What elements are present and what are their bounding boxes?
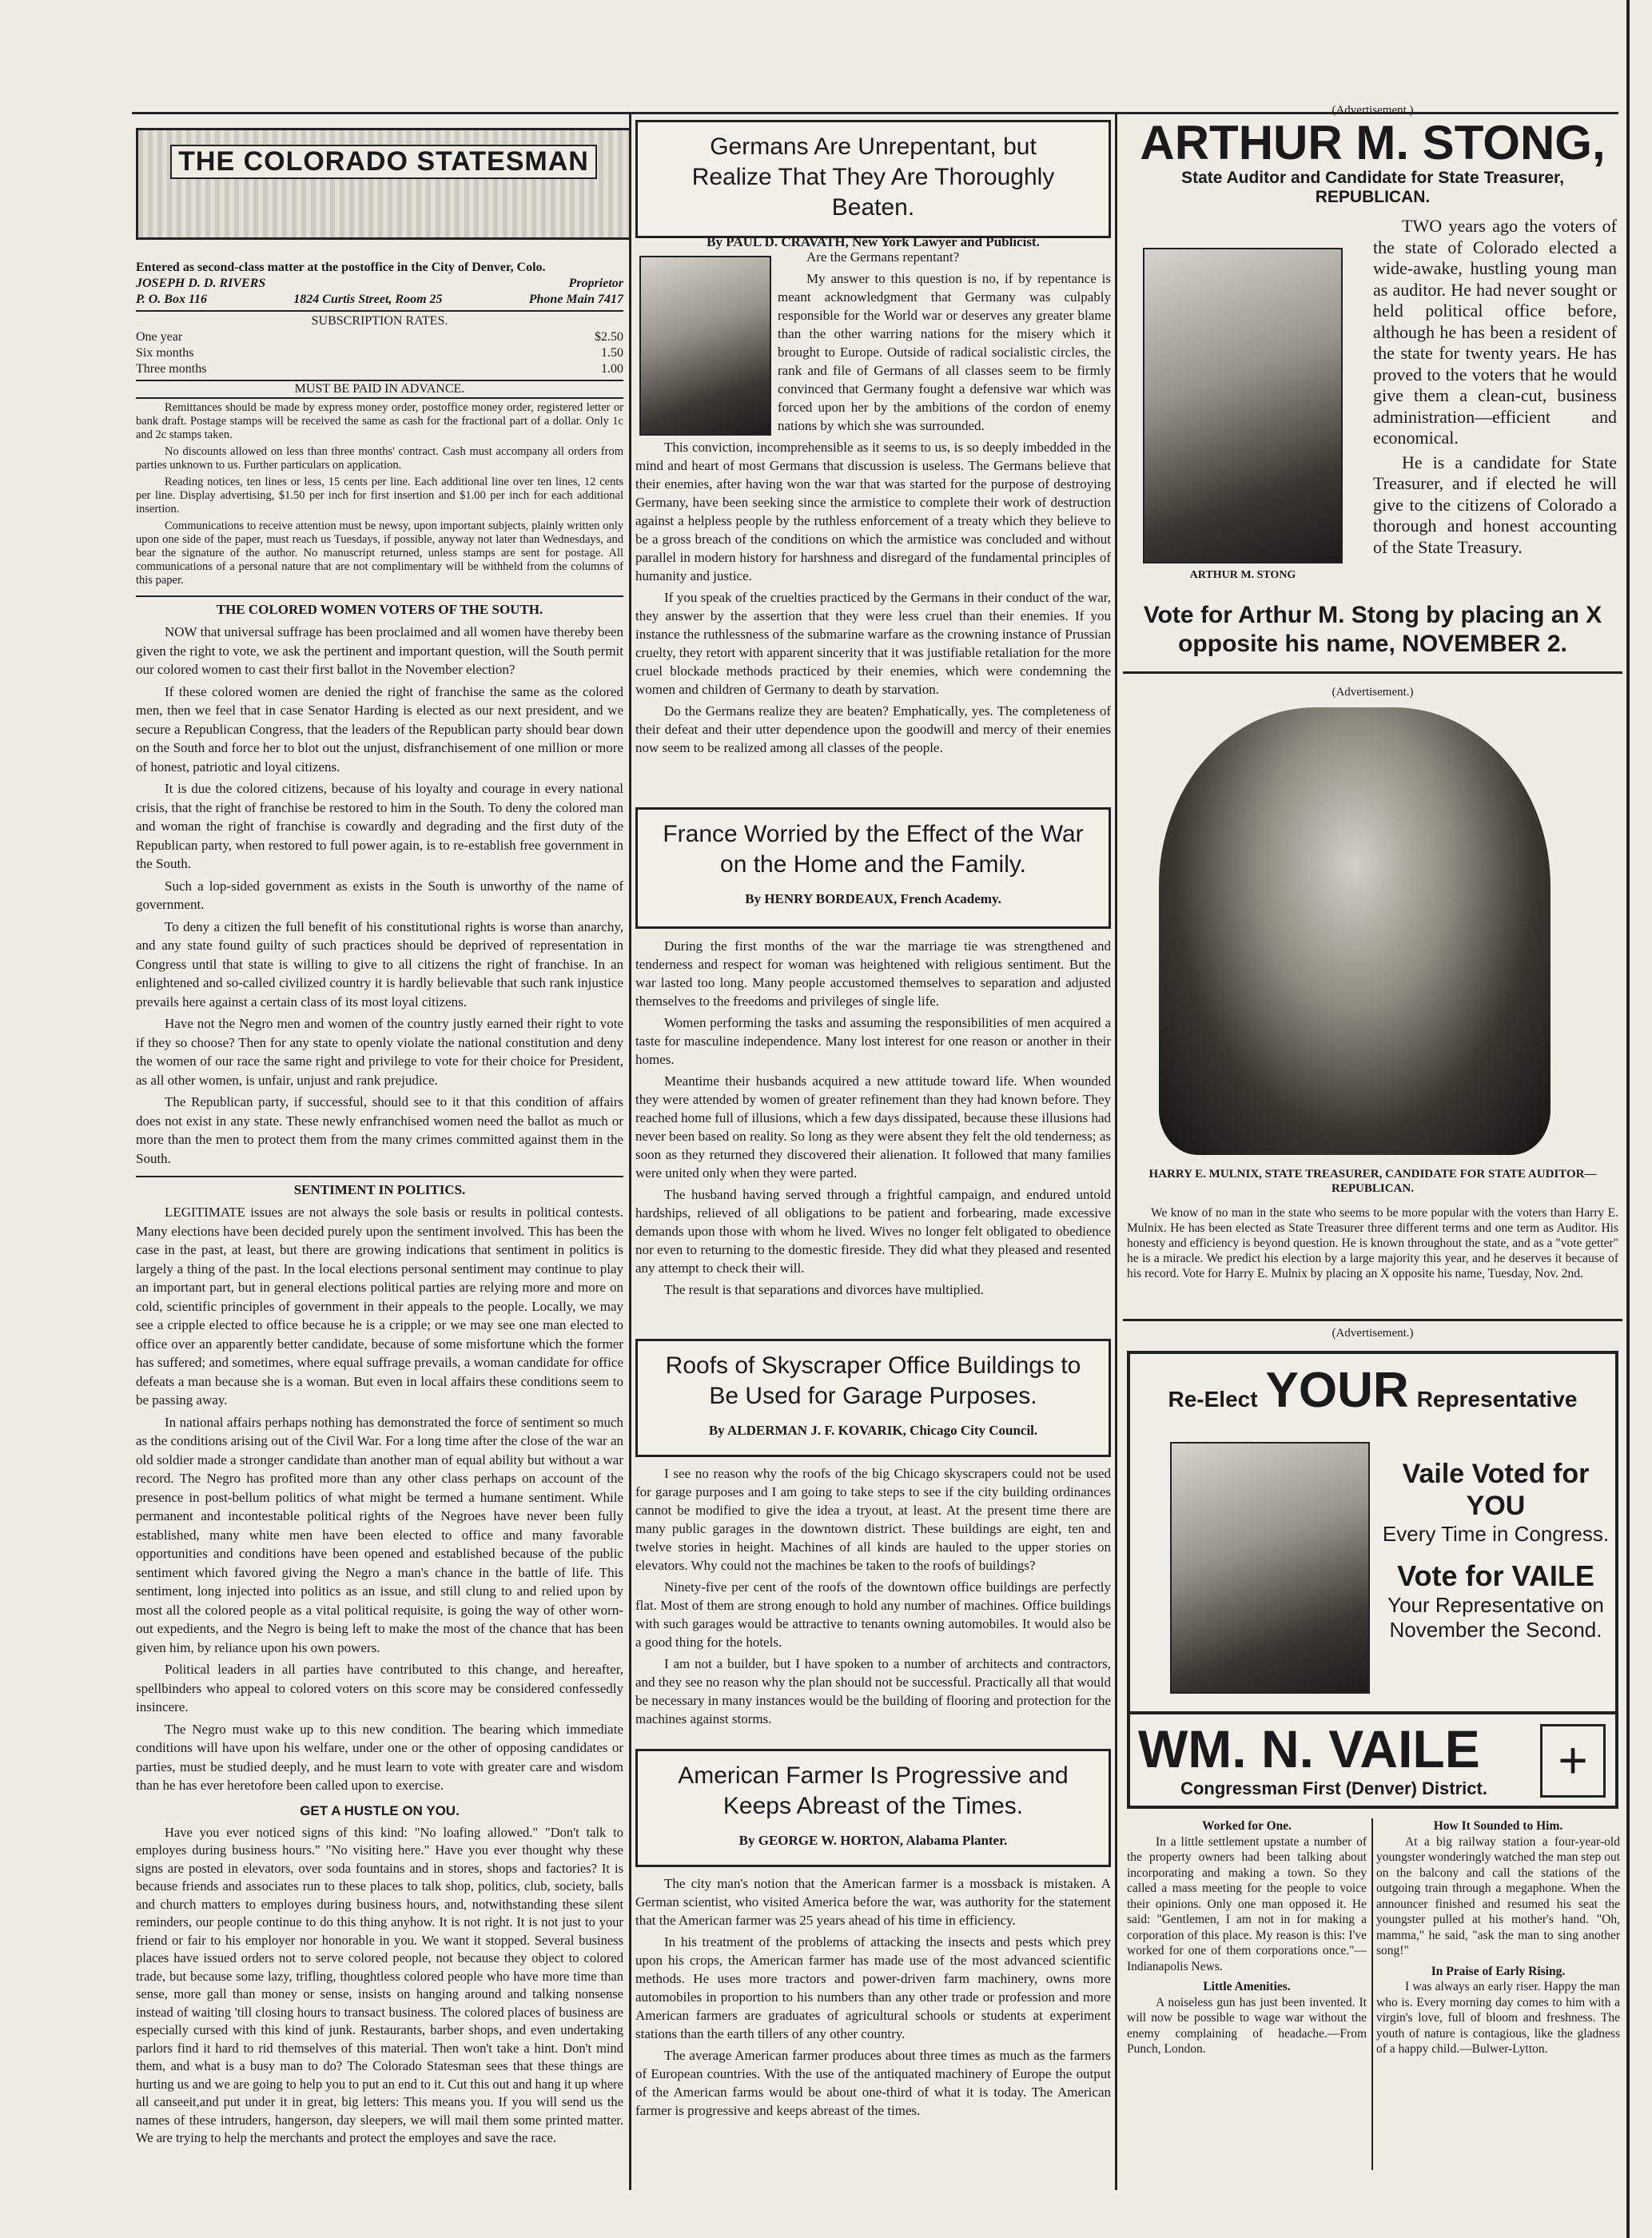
article-germans-body bbox=[635, 248, 1111, 791]
subscription-head: SUBSCRIPTION RATES. bbox=[136, 310, 623, 329]
short2-head: Little Amenities. bbox=[1203, 1980, 1291, 1993]
short1-head: Worked for One. bbox=[1201, 1819, 1292, 1833]
paragraph: This conviction, incomprehensible as it seems to us, is so deeply imbedded in the mind and heart of most Germans that discussion is useless. The Germans believe that their enemies, after having won the war that was started for the purpose of destroying Germany, have been seeking since the armistice to complete their work of destruction against a helpless people by the ruthless enforcement of a treaty which they believe to be a gross breach of the conditions on which the armistice was concluded and without parallel in modern history for harshness and disregard of the fundamental principles of humanity and justice. bbox=[635, 440, 1111, 583]
paragraph: Meantime their husbands acquired a new attitude toward life. When wounded they were attended by women of greater refinement than they had known before. They reached home full of illusions, which a few days dissipated, because these illusions had never been based on reality. So long as they were absent they felt the old tenderness; as soon as they returned they discovered their alienation. It followed that many families were united only when they were parted. bbox=[635, 1073, 1111, 1181]
article-roofs-byline: By ALDERMAN J. F. KOVARIK, Chicago City Council. bbox=[708, 1423, 1038, 1438]
paragraph: To deny a citizen the full benefit of his constitutional rights is worse than anarchy, and any state found guilty of such practices should be deprived of representation in Congress until that state is willing to give to all citizens the right of franchise. In an enlightened and so-called civilized country it is hardly believable that such rank injustice prevails here against a certain class of its most loyal citizens. bbox=[136, 918, 623, 1009]
article-germans-header bbox=[635, 120, 1111, 249]
paragraph: Such a lop-sided government as exists in the South is unworthy of the name of government. bbox=[136, 878, 623, 912]
paragraph: Communications to receive attention must be newsy, upon important subjects, plainly written only upon one side of the paper, must reach us Tuesdays, if possible, anyway not later than Wednesdays, and bear the signature of the author. No manuscript returned, unless stamps are sent for postage. All communications of a personal nature that are not complimentary will be withheld from the columns of this paper. bbox=[136, 520, 623, 587]
vaile-sub: Congressman First (Denver) District. bbox=[1180, 1778, 1487, 1798]
article-france-header bbox=[635, 807, 1111, 929]
short4-head: In Praise of Early Rising. bbox=[1431, 1964, 1566, 1978]
mulnix-caption: HARRY E. MULNIX, STATE TREASURER, CANDIDATE FOR STATE AUDITOR—REPUBLICAN. bbox=[1148, 1168, 1597, 1195]
right-rule-1 bbox=[1123, 671, 1622, 674]
po-box: P. O. Box 116 bbox=[136, 293, 208, 306]
article-women-voters-title: THE COLORED WOMEN VOTERS OF THE SOUTH. bbox=[136, 595, 623, 618]
stong-photo bbox=[1143, 248, 1343, 563]
vaile-top-right: Representative bbox=[1416, 1387, 1578, 1412]
phone: Phone Main 7417 bbox=[528, 293, 623, 306]
vaile-top-big: YOUR bbox=[1265, 1363, 1409, 1418]
article-farmer-byline: By GEORGE W. HORTON, Alabama Planter. bbox=[738, 1833, 1008, 1848]
proprietor-line bbox=[136, 276, 623, 292]
proprietor-label: Proprietor bbox=[568, 277, 623, 290]
article-roofs-header bbox=[635, 1339, 1111, 1457]
stong-body bbox=[1373, 216, 1617, 607]
paragraph: The husband having served through a frightful campaign, and endured untold hardships, relieved of all obligations to be patient and forbearing, made excessive demands upon those with whom he lived. Wives no longer felt obligated to obedience nor even to returning to the domestic fireside. They did what they pleased and resented any attempt to check their will. bbox=[635, 1187, 1111, 1276]
article-farmer-title: American Farmer Is Progressive and Keeps Abreast of the Times. bbox=[678, 1762, 1069, 1819]
paragraph: I see no reason why the roofs of the big Chicago skyscrapers could not be used for garage purposes and I am going to take steps to see if the city building ordinances cannot be modified to give the idea a tryout, at least. At the present time there are many public garages in the downtown district. These buildings are eight, ten and twelve stories in height. Machines of all kinds are hauled to the upper stories on elevators. Why could not the machines be taken to the roofs of buildings? bbox=[635, 1466, 1111, 1573]
vaile-line1: Vaile Voted for YOU bbox=[1402, 1459, 1590, 1521]
address-line bbox=[136, 292, 623, 308]
paragraph: NOW that universal suffrage has been proclaimed and all women have thereby been given the right to vote, we ask the pertinent and important question, will the South permit our colored women to cast their first ballot in the November election? bbox=[136, 624, 623, 677]
article-france-byline: By HENRY BORDEAUX, French Academy. bbox=[745, 891, 1001, 906]
paragraph: The city man's notion that the American farmer is a mossback is mistaken. A German scientist, who visited America before the war, was authority for the statement that the American farmer was 25 years ahead of his time in efficiency. bbox=[635, 1876, 1111, 1928]
short4-text: I was always an early riser. Happy the man who is. Every morning day comes to him with a virgin's love, full of bloom and freshness. The youth of nature is contagious, like the gladness of a happy child.—Bulwer-Lytton. bbox=[1376, 1980, 1620, 2056]
paragraph: It is due the colored citizens, because of his loyalty and courage in every national crisis, that the right of franchise be restored to him in the South. To deny the colored man and woman the right of franchise is cowardly and degrading and the first duty of the Republican party, when restored to full power again, is to re-establish free government in the South. bbox=[136, 781, 623, 871]
paragraph: During the first months of the war the marriage tie was strengthened and tenderness and respect for woman was heightened with religious sentiment. But the war lasted too long. Many people accustomed themselves to separation and adjusted themselves to the freedoms and privileges of single life. bbox=[635, 938, 1111, 1009]
mulnix-text: We know of no man in the state who seems to be more popular with the voters than Harry E. Mulnix. He has been elected as State Treasurer three different terms and one term as Auditor. His honesty and efficiency is beyond question. He is known throughout the state, and as a "vote getter" he is a miracle. We predict his election by a large majority this year, and he deserves it because of his record. Vote for Harry E. Mulnix by placing an X opposite his name, Tuesday, Nov. 2nd. bbox=[1127, 1206, 1618, 1280]
vaile-line4: Your Representative on November the Second. bbox=[1387, 1593, 1604, 1642]
vaile-right-text bbox=[1378, 1458, 1614, 1643]
article-roofs-title: Roofs of Skyscraper Office Buildings to Be Used for Garage Purposes. bbox=[665, 1352, 1081, 1409]
stong-vote: Vote for Arthur M. Stong by placing an X opposite his name, NOVEMBER 2. bbox=[1143, 602, 1602, 657]
paragraph: I am not a builder, but I have spoken to a number of architects and contractors, and they see no reason why the plan should not be successful. Practically all that would be necessary in many instances would be the building of flooring and protection for the machines against storms. bbox=[635, 1656, 1111, 1726]
paragraph: Political leaders in all parties have contributed to this change, and hereafter, spellbinders who appeal to colored voters on this score may be considered confessedly insincere. bbox=[136, 1662, 623, 1714]
stong-photo-caption: ARTHUR M. STONG bbox=[1189, 569, 1296, 581]
stong-sub2: REPUBLICAN. bbox=[1315, 188, 1431, 206]
article-germans-title: Germans Are Unrepentant, but Realize That They Are Thoroughly Beaten. bbox=[691, 133, 1055, 221]
column-rule-1 bbox=[629, 112, 631, 2190]
photo-spacer bbox=[635, 248, 778, 433]
column-rule-2 bbox=[1115, 112, 1117, 2190]
mulnix-photo bbox=[1159, 707, 1550, 1155]
paragraph: Remittances should be made by express money order, postoffice money order, registered letter or bank draft. Postage stamps will be received the same as cash for the fractional part of a dollar. Only 1c and 2c stamps taken. bbox=[136, 401, 623, 441]
vaile-name-block bbox=[1127, 1714, 1618, 1809]
article-women-voters-body bbox=[136, 623, 623, 1168]
paid-in-advance: MUST BE PAID IN ADVANCE. bbox=[136, 380, 623, 399]
article-france-title: France Worried by the Effect of the War on the Home and the Family. bbox=[663, 821, 1084, 878]
paragraph: Ninety-five per cent of the roofs of the downtown office buildings are perfectly flat. Most of them are strong enough to hold any number of machines. Office buildings with such garages would be attractive to tenants owning automobiles. It would also be a good thing for the hotels. bbox=[635, 1579, 1111, 1650]
street-address: 1824 Curtis Street, Room 25 bbox=[293, 293, 443, 306]
rate-term: One year bbox=[136, 330, 183, 344]
rate-row bbox=[136, 345, 623, 361]
paragraph: If these colored women are denied the right of franchise the same as the colored men, then we feel that in case Senator Harding is elected as our next president, and we secure a Republican Congress, that the leaders of the Republican party should bear down on the South and force her to blot out the unjust, disfranchisement of one million or more of honest, patriotic and loyal citizens. bbox=[136, 683, 623, 775]
rate-row bbox=[136, 329, 623, 345]
paragraph: My answer to this question is no, if by repentance is meant acknowledgment that Germany was culpably responsible for the World war or deserves any greater blame than the other warring nations for the misery which it brought to Europe. Outside of radical socialistic circles, the rank and file of Germans of all classes seem to be firmly convinced that Germany fought a defensive war which was forced upon her by the ambitions of the cordon of enemy nations by which she was surrounded. bbox=[778, 271, 1111, 433]
paragraph: The Republican party, if successful, should see to it that this condition of affairs does not exist in any state. These newly enfranchised women need the ballot as much or more than the men to protect them from the many crimes committed against them in the South. bbox=[136, 1094, 623, 1166]
article-roofs-body bbox=[635, 1464, 1111, 1736]
paragraph: Are the Germans repentant? bbox=[806, 249, 960, 265]
masthead-entered: Entered as second-class matter at the postoffice in the City of Denver, Colo. bbox=[136, 261, 546, 274]
right-rule-2 bbox=[1123, 1319, 1622, 1321]
rate-term: Three months bbox=[136, 362, 207, 376]
vaile-top-left: Re-Elect bbox=[1168, 1387, 1258, 1412]
article-farmer-header bbox=[635, 1749, 1111, 1867]
paragraph: In national affairs perhaps nothing has demonstrated the force of sentiment so much as the conditions arising out of the Civil War. For a long time after the close of the war an old soldier made a stronger candidate than another man of equal ability but without a war record. The Negro has profited more than any other class perhaps on account of the presence in post-bellum politics of what might be termed a humane sentiment. While permanent and incontestable political rights of the Negroes have never been fully established, many white men have been elected to office and many favorable opportunities and conditions have been opened and established because of the public sentiment which favored giving the Negro a man's chance in the battle of life. This sentiment, long injected into politics as an issue, and still clung to and relied upon by most all the colored people as a vital political requisite, is going the way of other worn-out expedients, and the Negro is being left to make the most of the chance that has been given him, by reliance upon his own powers. bbox=[136, 1414, 623, 1655]
paragraph: Have you ever noticed signs of this kind: "No loafing allowed." "Don't talk to employes during business hours." "No visiting here." Have you ever thought why these signs are posted in elevators, over soda fountains and in stores, shops and factories? It is because friends and associates run to these places to talk shop, politics, club, society, balls and church matters to employes during business hours, and, notwithstanding these silent reminders, our people continue to do this thing anyhow. It is not right. It is not just to your friend or fair to his employer nor honorable in you. We want it stopped. Several business places have issued orders not to serve colored people, not because they object to colored trade, but because some lazy, trifling, thoughtless colored people who have more time than sense, more gall than money or sense, insists on hanging around and talking nonsense instead of waiting 'till closing hours to transact business. The colored places of business are especially cursed with this kind of junk. Restaurants, barber shops, and even undertaking parlors find it hard to rid themselves of this material. Then won't take a hint. Don't mind them, and what is a busy man to do? The Colorado Statesman sees that these things are hurting us and we are going to help you to put an end to it. Cut this out and hang it up where all canseeit,and put under it in great, big letters: This means you. If you will send us the names of these intruders, hangerson, day sleepers, we will mail them some printed matter. We are trying to help the merchants and protect the employes and save the race. bbox=[136, 1824, 623, 2145]
paragraph: The average American farmer produces about three times as much as the farmers of European countries. With the use of the antiquated machinery of Europe the output of the American farms would be about one-third of what it is today. The American farmer is progressive and keeps abreast of the times. bbox=[635, 2048, 1111, 2118]
short2-text: A noiseless gun has just been invented. It will now be possible to wage war without the enemy complaining of headache.—From Punch, London. bbox=[1127, 1995, 1367, 2056]
paragraph: TWO years ago the voters of the state of Colorado elected a wide-awake, hustling young man as auditor. He had never sought or held political office before, although he has been a resident of the state for twenty years. He has proved to the voters that he would give them a clean-cut, business administration—efficient and economical. bbox=[1373, 216, 1617, 448]
paragraph: Have not the Negro men and women of the country justly earned their right to vote if they so choose? Then for any state to openly violate the national constitution and deny the women of our race the same right and privilege to vote for their choice for President, as all other women, is unfair, unjust and rank prejudice. bbox=[136, 1016, 623, 1088]
vaile-top-line bbox=[1130, 1362, 1615, 1419]
masthead-title: THE COLORADO STATESMAN bbox=[170, 145, 597, 179]
short1-text: In a little settlement upstate a number of the property owners had been talking about incorporating and making a town. So they called a mass meeting for the people to voice their opinions. Only one man opposed it. He said: "Gentlemen, I am not in for making a corporation of this place. My reason is this: I've worked for one of them corporations once."—Indianapolis News. bbox=[1127, 1834, 1367, 1973]
paragraph: The result is that separations and divorces have multiplied. bbox=[664, 1282, 984, 1297]
vaile-ad-label: (Advertisement.) bbox=[1332, 1327, 1414, 1340]
rate-row bbox=[136, 361, 623, 377]
page-edge-rule bbox=[1626, 0, 1630, 2238]
paragraph: He is a candidate for State Treasurer, and if elected he will give to the citizens of Colorado a thorough and honest accounting of the State Treasury. bbox=[1373, 452, 1617, 557]
short-items-right bbox=[1376, 1818, 1620, 2186]
paragraph: The Negro must wake up to this new condition. The bearing which immediate conditions will have upon his welfare, under one or the other of opposing candidates or parties, must be studied deeply, and he must learn to vote with greater care and wisdom than he has ever heretofore been called upon to exercise. bbox=[136, 1721, 623, 1793]
stong-name: ARTHUR M. STONG, bbox=[1140, 116, 1606, 169]
paragraph: In his treatment of the problems of attacking the insects and pests which prey upon his crops, the American farmer has made use of the most advanced scientific methods. He uses more tractors and power-driven farm machinery, owns more automobiles in proportion to his numbers than any other trade or profession and more American farmers are graduates of agricultural schools or students at experiment stations than the earth tillers of any other country. bbox=[635, 1934, 1111, 2041]
article-hustle-body bbox=[136, 1824, 623, 2148]
rate-term: Six months bbox=[136, 346, 194, 360]
article-farmer-body bbox=[635, 1874, 1111, 2182]
subscription-rates bbox=[136, 329, 623, 377]
masthead bbox=[136, 128, 631, 240]
paragraph: Women performing the tasks and assuming the responsibilities of men acquired a taste for masculine independence. Many lost interest for one reason or another in their homes. bbox=[635, 1015, 1111, 1067]
article-hustle-title: GET A HUSTLE ON YOU. bbox=[300, 1802, 460, 1818]
vaile-name: WM. N. VAILE bbox=[1138, 1719, 1480, 1778]
article-france-body bbox=[635, 937, 1111, 1320]
vaile-line2: Every Time in Congress. bbox=[1382, 1522, 1610, 1546]
vaile-ballot-box: + bbox=[1540, 1724, 1606, 1798]
rate-price: 1.50 bbox=[601, 346, 623, 360]
stong-sub1: State Auditor and Candidate for State Treasurer, bbox=[1181, 169, 1564, 187]
stong-ad-label: (Advertisement.) bbox=[1332, 104, 1414, 117]
proprietor-name: JOSEPH D. D. RIVERS bbox=[136, 277, 266, 290]
paragraph: LEGITIMATE issues are not always the sole basis or results in political contests. Many elections have been decided purely upon the sentiment involved. This has been the case in the past, at least, but there are growing indications that sentiment in politics is largely a thing of the past. In the local elections personal sentiment may continue to play an important part, but in general elections political parties are relying more and more on cold, scientific principles of government in their appeals to the people. Locally, we may see a cripple elected to office because he is a cripple; or we may see one man elected to office over an apparently better candidate, because of some misfortune which the former has suffered; and sometimes, where equal suffrage prevails, a woman candidate for office defeats a man because she is a woman. But even in local affairs these conditions seem to be passing away. bbox=[136, 1205, 623, 1408]
article-germans-byline: By PAUL D. CRAVATH, New York Lawyer and Publicist. bbox=[707, 234, 1040, 249]
left-column bbox=[136, 260, 623, 2186]
mulnix-ad-label: (Advertisement.) bbox=[1332, 686, 1414, 699]
article-sentiment-body bbox=[136, 1203, 623, 1795]
rate-price: 1.00 bbox=[601, 362, 623, 376]
vaile-ad bbox=[1127, 1351, 1618, 1714]
paragraph: Reading notices, ten lines or less, 15 cents per line. Each additional line over ten lines, 12 cents per line. Display advertising, $1.50 per inch for first insertion and $1.00 per inch for each additional insertion. bbox=[136, 476, 623, 516]
masthead-notices bbox=[136, 401, 623, 587]
short-items-rule bbox=[1371, 1818, 1373, 2170]
vaile-photo bbox=[1170, 1442, 1370, 1694]
article-sentiment-title: SENTIMENT IN POLITICS. bbox=[136, 1176, 623, 1198]
vaile-line3: Vote for VAILE bbox=[1397, 1559, 1594, 1592]
paragraph: No discounts allowed on less than three months' contract. Cash must accompany all orders from parties unknown to us. Further particulars on application. bbox=[136, 445, 623, 472]
rate-price: $2.50 bbox=[595, 330, 623, 344]
short-items-left bbox=[1127, 1818, 1367, 2186]
short3-head: How It Sounded to Him. bbox=[1433, 1819, 1563, 1833]
short3-text: At a big railway station a four-year-old youngster wonderingly watched the man step out on the balcony and call the stations of the outgoing train through a megaphone. When the announcer finished and resumed his seat the youngster pulled at his mother's hand. "Oh, mamma," he said, "ask the man to sing another song!" bbox=[1376, 1834, 1620, 1957]
paragraph: Do the Germans realize they are beaten? Emphatically, yes. The completeness of their defeat and their utter dependence upon the goodwill and mercy of their enemies now seem to be realized among all classes of the people. bbox=[635, 703, 1111, 755]
paragraph: If you speak of the cruelties practiced by the Germans in their conduct of the war, they answer by the assertion that they were less cruel than their enemies. If you instance the ruthlessness of the submarine warfare as the crowning instance of Prussian cruelty, they retort with apparent sincerity that it was justifiable retaliation for the more cruel blockade methods practiced by their enemies, which were condemning the women and children of Germany to death by starvation. bbox=[635, 590, 1111, 697]
